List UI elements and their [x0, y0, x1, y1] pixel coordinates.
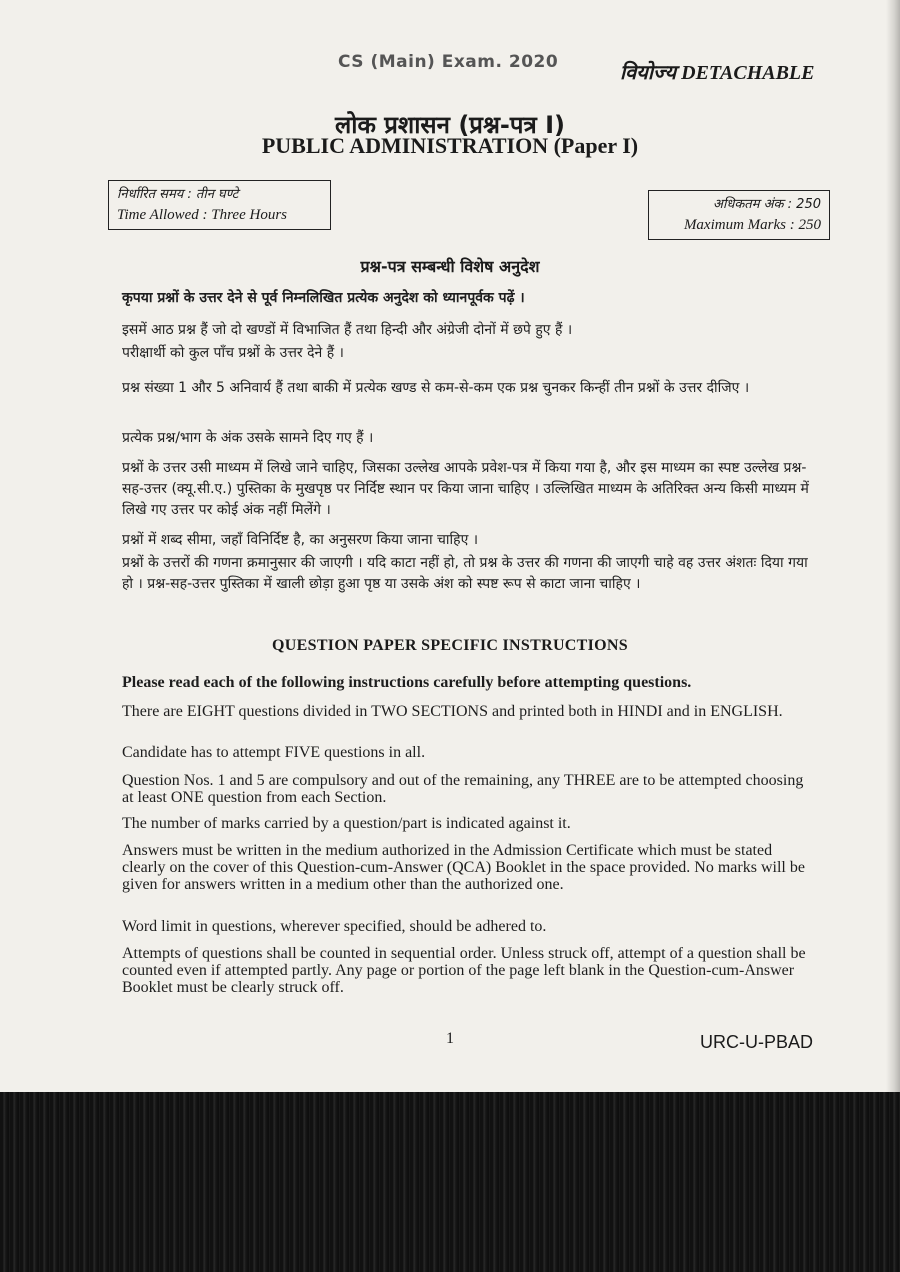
time-allowed-english: Time Allowed : Three Hours: [117, 207, 288, 223]
maximum-marks-hindi: अधिकतम अंक : 250: [713, 197, 821, 212]
page-number: 1: [446, 1030, 454, 1047]
paper-title-hindi: लोक प्रशासन (प्रश्न-पत्र I): [334, 111, 566, 139]
maximum-marks-box: [648, 190, 830, 240]
hindi-instruction-2: परीक्षार्थी को कुल पाँच प्रश्नों के उत्तर देने हैं ।: [122, 345, 344, 361]
english-instructions-heading: QUESTION PAPER SPECIFIC INSTRUCTIONS: [272, 637, 628, 654]
english-instruction-6: Word limit in questions, wherever specified, should be adhered to.: [122, 918, 547, 935]
scan-edge-shadow: [886, 0, 900, 1092]
time-allowed-box: [108, 180, 331, 230]
hindi-instruction-7: प्रश्नों के उत्तरों की गणना क्रमानुसार की जाएगी । यदि काटा नहीं हो, तो प्रश्न के उत्तर की गणना की जाएगी चाहे वह उत्तर अंशतः दिया गया हो । प्रश्न-सह-उत्तर पुस्तिका में खाली छोड़ा हुआ पृष्ठ या उसके अंश को स्पष्ट रूप से काटा जाना चाहिए ।: [122, 555, 808, 592]
hindi-instruction-5: प्रश्नों के उत्तर उसी माध्यम में लिखे जाने चाहिए, जिसका उल्लेख आपके प्रवेश-पत्र में किया गया है, और इस माध्यम का स्पष्ट उल्लेख प्रश्न-सह-उत्तर (क्यू.सी.ए.) पुस्तिका के मुखपृष्ठ पर निर्दिष्ट स्थान पर किया जाना चाहिए । उल्लिखित माध्यम के अतिरिक्त अन्य किसी माध्यम में लिखे गए उत्तर पर कोई अंक नहीं मिलेंगे ।: [122, 460, 809, 518]
hindi-instruction-1: इसमें आठ प्रश्न हैं जो दो खण्डों में विभाजित हैं तथा हिन्दी और अंग्रेजी दोनों में छपे हुए हैं ।: [122, 322, 573, 338]
english-instruction-5: Answers must be written in the medium authorized in the Admission Certificate which must be stated clearly on the cover of this Question-cum-Answer (QCA) Booklet in the space provided. No marks will be given for answers written in a medium other than the authorized one.: [122, 842, 805, 893]
exam-name: CS (Main) Exam. 2020: [338, 52, 559, 72]
english-instruction-4: The number of marks carried by a question/part is indicated against it.: [122, 815, 571, 832]
maximum-marks-english: Maximum Marks : 250: [683, 217, 821, 233]
paper-code: URC-U-PBAD: [700, 1032, 814, 1052]
english-instruction-3: Question Nos. 1 and 5 are compulsory and out of the remaining, any THREE are to be attempted choosing at least ONE question from each Section.: [122, 772, 804, 806]
english-instructions-lead: Please read each of the following instructions carefully before attempting questions.: [122, 674, 692, 691]
english-instruction-7: Attempts of questions shall be counted in sequential order. Unless struck off, attempt of a question shall be counted even if attempted partly. Any page or portion of the page left blank in the Question-cum-Answer Booklet must be clearly struck off.: [122, 945, 806, 996]
hindi-instruction-4: प्रत्येक प्रश्न/भाग के अंक उसके सामने दिए गए हैं ।: [122, 430, 374, 446]
hindi-instruction-6: प्रश्नों में शब्द सीमा, जहाँ विनिर्दिष्ट है, का अनुसरण किया जाना चाहिए ।: [122, 532, 479, 548]
scanner-background: [0, 1092, 900, 1272]
paper-title-english: PUBLIC ADMINISTRATION (Paper I): [261, 133, 639, 158]
detachable-label: वियोज्य DETACHABLE: [620, 62, 815, 84]
english-instruction-2: Candidate has to attempt FIVE questions in all.: [122, 744, 426, 761]
time-allowed-hindi: निर्धारित समय : तीन घण्टे: [117, 187, 239, 202]
hindi-instruction-3: प्रश्न संख्या 1 और 5 अनिवार्य हैं तथा बाकी में प्रत्येक खण्ड से कम-से-कम एक प्रश्न चुनकर किन्हीं तीन प्रश्नों के उत्तर दीजिए ।: [122, 380, 750, 396]
hindi-instructions-lead: कृपया प्रश्नों के उत्तर देने से पूर्व निम्नलिखित प्रत्येक अनुदेश को ध्यानपूर्वक पढ़ें ।: [122, 290, 525, 306]
english-instruction-1: There are EIGHT questions divided in TWO SECTIONS and printed both in HINDI and in ENGLISH.: [122, 703, 783, 720]
hindi-instructions-heading: प्रश्न-पत्र सम्बन्धी विशेष अनुदेश: [360, 257, 540, 276]
